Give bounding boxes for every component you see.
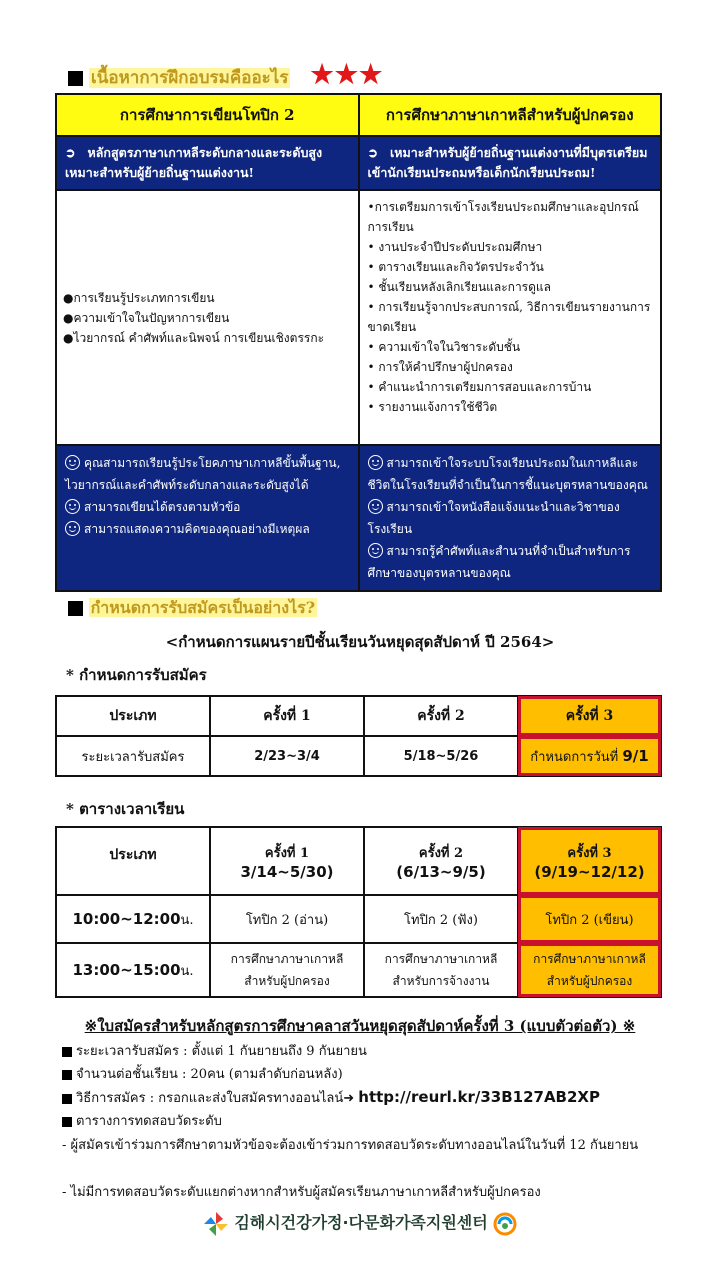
table-header: ประเภท bbox=[56, 827, 210, 895]
square-bullet-icon bbox=[68, 71, 83, 86]
list-item: • คำแนะนำการเตรียมการสอบและการบ้าน bbox=[367, 380, 592, 394]
placement-note: - ผู้สมัครเข้าร่วมการศึกษาตามหัวข้อจะต้องเข้าร่วมการทดสอบวัดระดับทางออนไลน์ในวันที่ 12 กันยายน bbox=[62, 1138, 639, 1153]
table-header-highlight: ครั้งที่ 3 (9/19~12/12) bbox=[518, 827, 661, 895]
course-content-left bbox=[56, 190, 359, 445]
square-bullet-icon bbox=[62, 1047, 72, 1057]
list-item: สามารถแสดงความคิดของคุณอย่างมีเหตุผล bbox=[65, 518, 350, 540]
table-header: ครั้งที่ 1 bbox=[210, 696, 364, 736]
footer bbox=[0, 1210, 720, 1237]
parents-note: - ไม่มีการทดสอบวัดระดับแยกต่างหากสำหรับผู้สมัครเรียนภาษาเกาหลีสำหรับผู้ปกครอง bbox=[62, 1185, 541, 1200]
section2-header bbox=[68, 596, 317, 621]
table-cell: โทปิก 2 (ฟัง) bbox=[364, 895, 518, 943]
square-bullet-icon bbox=[62, 1094, 72, 1104]
table-cell: การศึกษาภาษาเกาหลีสำหรับผู้ปกครอง bbox=[210, 943, 364, 997]
table-cell: 2/23~3/4 bbox=[210, 736, 364, 776]
arrow-icon: ➲ bbox=[367, 145, 378, 160]
list-item: สามารถรู้คำศัพท์และสำนวนที่จำเป็นสำหรับการศึกษาของบุตรหลานของคุณ bbox=[367, 544, 631, 580]
registration-heading: * กำหนดการรับสมัคร bbox=[66, 666, 207, 684]
table-header: ครั้งที่ 2 (6/13~9/5) bbox=[364, 827, 518, 895]
course-desc-right bbox=[359, 136, 662, 190]
list-item: ●ความเข้าใจในปัญหาการเขียน bbox=[63, 310, 230, 325]
table-cell-highlight: กำหนดการวันที่ 9/1 bbox=[518, 736, 661, 776]
course-outcome-left bbox=[56, 445, 359, 591]
list-item: • การเรียนรู้จากประสบการณ์, วิธีการเขียนรายงานการขาดเรียน bbox=[367, 300, 651, 334]
smiley-icon bbox=[368, 455, 383, 470]
list-item: สามารถเขียนได้ตรงตามหัวข้อ bbox=[65, 496, 350, 518]
table-header: ประเภท bbox=[56, 696, 210, 736]
row-label: 13:00~15:00น. bbox=[56, 943, 210, 997]
application-title: ※ใบสมัครสำหรับหลักสูตรการศึกษาคลาสวันหยุดสุดสัปดาห์ครั้งที่ 3 (แบบตัวต่อตัว) ※ bbox=[84, 1017, 636, 1035]
list-item: ●ไวยากรณ์ คำศัพท์และนิพจน์ การเขียนเชิงตรรกะ bbox=[63, 330, 325, 345]
desc-right-text: เหมาะสำหรับผู้ย้ายถิ่นฐานแต่งงานที่มีบุตรเตรียมเข้านักเรียนประถมหรือเด็กนักเรียนประถม! bbox=[367, 145, 648, 180]
course-header-topik: การศึกษาการเขียนโทปิก 2 bbox=[56, 94, 359, 136]
section2-title: กำหนดการรับสมัครเป็นอย่างไร? bbox=[90, 598, 316, 617]
course-desc-left bbox=[56, 136, 359, 190]
arrow-icon: ➲ bbox=[65, 145, 76, 160]
list-item: • ความเข้าใจในวิชาระดับชั้น bbox=[367, 340, 521, 354]
application-link[interactable]: http://reurl.kr/33B127AB2XP bbox=[358, 1088, 600, 1106]
course-content-right bbox=[359, 190, 662, 445]
table-cell: การศึกษาภาษาเกาหลีสำหรับการจ้างงาน bbox=[364, 943, 518, 997]
smiley-icon bbox=[65, 455, 80, 470]
course-header-parents: การศึกษาภาษาเกาหลีสำหรับผู้ปกครอง bbox=[359, 94, 662, 136]
timetable-heading: * ตารางเวลาเรียน bbox=[66, 800, 185, 818]
course-comparison-table bbox=[55, 93, 662, 592]
course-outcome-right bbox=[359, 445, 662, 591]
registration-table bbox=[55, 695, 662, 777]
list-item: ตารางการทดสอบวัดระดับ bbox=[62, 1110, 672, 1133]
smiley-icon bbox=[368, 543, 383, 558]
list-item: • งานประจำปีประดับประถมศึกษา bbox=[367, 240, 543, 254]
list-item: • ชั้นเรียนหลังเลิกเรียนและการดูแล bbox=[367, 280, 552, 294]
timetable-table bbox=[55, 826, 662, 998]
table-cell-highlight: การศึกษาภาษาเกาหลีสำหรับผู้ปกครอง bbox=[518, 943, 661, 997]
square-bullet-icon bbox=[62, 1070, 72, 1080]
list-item: จำนวนต่อชั้นเรียน : 20คน (ตามลำดับก่อนหลัง) bbox=[62, 1063, 672, 1086]
section1-title: เนื้อหาการฝึกอบรมคืออะไร bbox=[90, 68, 289, 88]
list-item: •การเตรียมการเข้าโรงเรียนประถมศึกษาและอุปกรณ์การเรียน bbox=[367, 200, 639, 234]
smiley-icon bbox=[65, 521, 80, 536]
desc-left-text: หลักสูตรภาษาเกาหลีระดับกลางและระดับสูง เหมาะสำหรับผู้ย้ายถิ่นฐานแต่งงาน! bbox=[65, 145, 323, 180]
table-cell: 5/18~5/26 bbox=[364, 736, 518, 776]
table-header: ครั้งที่ 2 bbox=[364, 696, 518, 736]
pinwheel-logo-icon bbox=[203, 1211, 229, 1237]
section1-header bbox=[68, 60, 383, 91]
list-item: • ตารางเรียนและกิจวัตรประจำวัน bbox=[367, 260, 544, 274]
list-item: คุณสามารถเรียนรู้ประโยคภาษาเกาหลีขั้นพื้นฐาน, ไวยากรณ์และคำศัพท์ระดับกลางและระดับสูงได้ bbox=[65, 456, 341, 492]
list-item: ●การเรียนรู้ประเภทการเขียน bbox=[63, 290, 215, 305]
table-cell: โทปิก 2 (อ่าน) bbox=[210, 895, 364, 943]
list-item: สามารถเข้าใจหนังสือแจ้งแนะนำและวิชาของโรงเรียน bbox=[367, 500, 620, 536]
rating-stars: ★★★ bbox=[310, 60, 384, 90]
list-item: • การให้คำปรึกษาผู้ปกครอง bbox=[367, 360, 513, 374]
smiley-icon bbox=[368, 499, 383, 514]
application-details bbox=[62, 1040, 672, 1133]
row-label: ระยะเวลารับสมัคร bbox=[56, 736, 210, 776]
square-bullet-icon bbox=[68, 601, 83, 616]
list-item: ระยะเวลารับสมัคร : ตั้งแต่ 1 กันยายนถึง 9 กันยายน bbox=[62, 1040, 672, 1063]
smiley-icon bbox=[65, 499, 80, 514]
list-item: สามารถเข้าใจระบบโรงเรียนประถมในเกาหลีและชีวิตในโรงเรียนที่จำเป็นในการชี้แนะบุตรหลานของคุณ bbox=[367, 456, 648, 492]
schedule-subtitle: <กำหนดการแผนรายปีชั้นเรียนวันหยุดสุดสัปดาห์ ปี 2564> bbox=[165, 633, 555, 651]
organization-name: 김해시건강가정·다문화가족지원센터 bbox=[234, 1213, 488, 1232]
list-item: วิธีการสมัคร : กรอกและส่งใบสมัครทางออนไลน์➜ http://reurl.kr/33B127AB2XP bbox=[62, 1086, 672, 1110]
square-bullet-icon bbox=[62, 1117, 72, 1127]
table-cell-highlight: โทปิก 2 (เขียน) bbox=[518, 895, 661, 943]
swirl-logo-icon bbox=[493, 1212, 517, 1236]
list-item: • รายงานแจ้งการใช้ชีวิต bbox=[367, 400, 498, 414]
table-header-highlight: ครั้งที่ 3 bbox=[518, 696, 661, 736]
table-header: ครั้งที่ 1 3/14~5/30) bbox=[210, 827, 364, 895]
row-label: 10:00~12:00น. bbox=[56, 895, 210, 943]
